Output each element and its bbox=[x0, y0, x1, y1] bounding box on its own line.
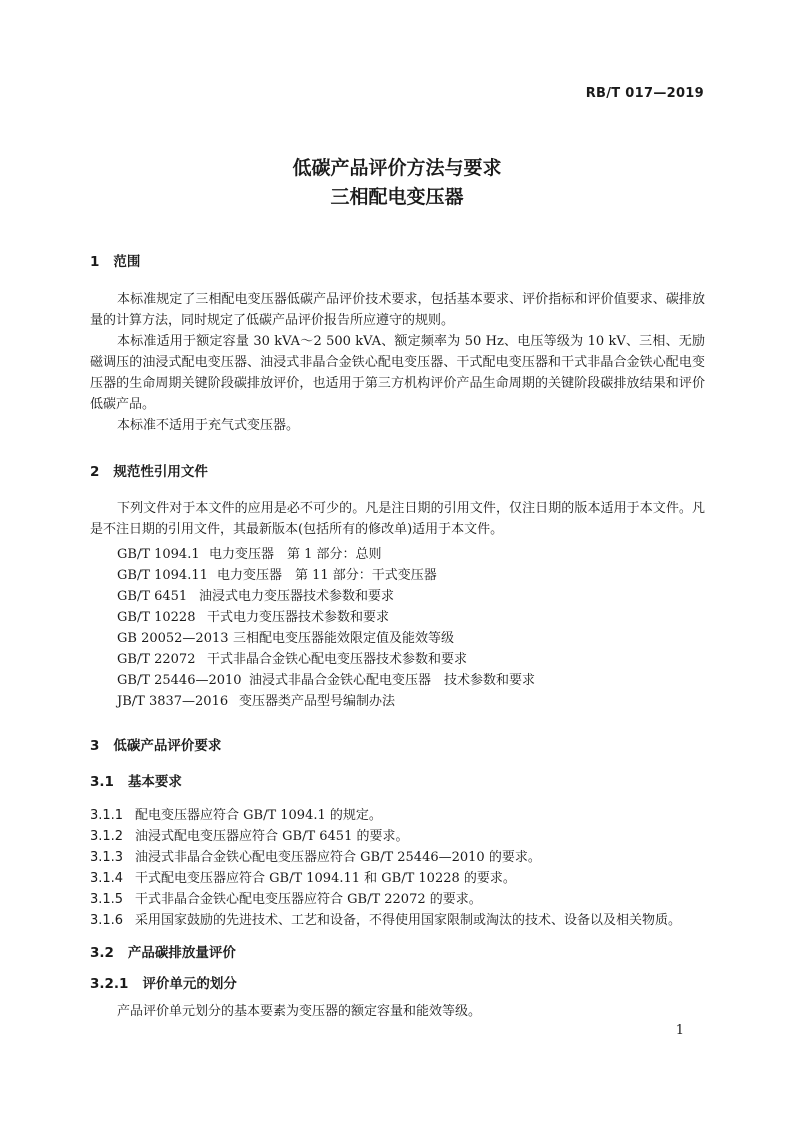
page-number: 1 bbox=[675, 1023, 684, 1038]
clause-item bbox=[90, 909, 681, 928]
doc-title-line1: 低碳产品评价方法与要求 bbox=[292, 157, 502, 179]
reference-code: GB/T 22072 bbox=[117, 652, 196, 667]
standard-code: RB/T 017—2019 bbox=[585, 86, 704, 101]
reference-title: 干式非晶合金铁心配电变压器技术参数和要求 bbox=[207, 652, 468, 667]
section-1-paragraph-2: 本标准适用于额定容量 30 kVA～2 500 kVA、额定频率为 50 Hz、电压等级为 10 kV、三相、无励磁调压的油浸式配电变压器、油浸式非晶合金铁心配电变压器、干式配电变压器和干式非晶合金铁心配电变压器的生命周期关键阶段碳排放评价，也适用于第三方机构评价产品生命周期的关键阶段碳排放结果和评价低碳产品。 bbox=[90, 334, 705, 412]
doc-title-line2: 三相配电变压器 bbox=[330, 186, 464, 208]
section-title: 规范性引用文件 bbox=[113, 464, 208, 480]
section-3-heading bbox=[90, 734, 221, 754]
reference-code: GB/T 6451 bbox=[117, 589, 188, 604]
section-number: 3.1 bbox=[90, 774, 114, 790]
section-title: 低碳产品评价要求 bbox=[113, 738, 222, 754]
clause-number: 3.1.2 bbox=[90, 829, 124, 844]
clause-number: 3.1.1 bbox=[90, 808, 124, 823]
reference-item bbox=[117, 585, 394, 604]
clause-text: 配电变压器应符合 GB/T 1094.1 的规定。 bbox=[135, 808, 382, 823]
section-1-paragraph-1: 本标准规定了三相配电变压器低碳产品评价技术要求，包括基本要求、评价指标和评价值要求、碳排放量的计算方法，同时规定了低碳产品评价报告所应遵守的规则。 bbox=[90, 292, 705, 328]
reference-item bbox=[117, 543, 382, 562]
section-2-paragraph-1: 下列文件对于本文件的应用是必不可少的。凡是注日期的引用文件，仅注日期的版本适用于本文件。凡是不注日期的引用文件，其最新版本(包括所有的修改单)适用于本文件。 bbox=[90, 501, 705, 537]
clause-item bbox=[90, 846, 541, 865]
clause-number: 3.1.4 bbox=[90, 871, 124, 886]
clause-item bbox=[90, 825, 408, 844]
reference-item bbox=[117, 606, 389, 625]
clause-text: 干式非晶合金铁心配电变压器应符合 GB/T 22072 的要求。 bbox=[135, 892, 482, 907]
reference-item bbox=[117, 669, 535, 688]
reference-title: 变压器类产品型号编制办法 bbox=[239, 694, 396, 709]
section-2-heading bbox=[90, 460, 208, 480]
section-title: 基本要求 bbox=[127, 774, 182, 790]
section-number: 3.2 bbox=[90, 945, 114, 961]
clause-text: 干式配电变压器应符合 GB/T 1094.11 和 GB/T 10228 的要求。 bbox=[135, 871, 516, 886]
section-3-2-1-paragraph-1: 产品评价单元划分的基本要素为变压器的额定容量和能效等级。 bbox=[117, 1004, 482, 1019]
reference-code: GB/T 1094.11 bbox=[117, 568, 208, 583]
clause-text: 采用国家鼓励的先进技术、工艺和设备，不得使用国家限制或淘汰的技术、设备以及相关物质。 bbox=[135, 913, 682, 928]
section-3-2-heading bbox=[90, 941, 236, 961]
section-number: 2 bbox=[90, 464, 100, 480]
section-1-paragraph-3: 本标准不适用于充气式变压器。 bbox=[117, 418, 300, 433]
section-title: 产品碳排放量评价 bbox=[127, 945, 236, 961]
section-3-2-1-heading bbox=[90, 972, 237, 992]
section-number: 1 bbox=[90, 254, 100, 270]
section-title: 范围 bbox=[113, 254, 141, 270]
clause-item bbox=[90, 888, 482, 907]
section-title: 评价单元的划分 bbox=[142, 976, 237, 992]
reference-item bbox=[117, 648, 467, 667]
section-number: 3 bbox=[90, 738, 100, 754]
reference-item bbox=[117, 690, 395, 709]
reference-code: GB 20052—2013 bbox=[117, 631, 229, 646]
reference-title: 电力变压器 第 11 部分：干式变压器 bbox=[217, 568, 437, 583]
reference-title: 油浸式非晶合金铁心配电变压器 技术参数和要求 bbox=[249, 673, 536, 688]
reference-title: 油浸式电力变压器技术参数和要求 bbox=[199, 589, 395, 604]
clause-number: 3.1.6 bbox=[90, 913, 124, 928]
clause-number: 3.1.3 bbox=[90, 850, 124, 865]
clause-text: 油浸式非晶合金铁心配电变压器应符合 GB/T 25446—2010 的要求。 bbox=[135, 850, 541, 865]
section-1-heading bbox=[90, 250, 140, 270]
clause-number: 3.1.5 bbox=[90, 892, 124, 907]
clause-item bbox=[90, 804, 382, 823]
reference-code: GB/T 25446—2010 bbox=[117, 673, 242, 688]
reference-code: GB/T 1094.1 bbox=[117, 547, 200, 562]
reference-title: 干式电力变压器技术参数和要求 bbox=[207, 610, 390, 625]
reference-code: JB/T 3837—2016 bbox=[117, 694, 229, 709]
section-3-1-heading bbox=[90, 770, 182, 790]
reference-code: GB/T 10228 bbox=[117, 610, 196, 625]
clause-text: 油浸式配电变压器应符合 GB/T 6451 的要求。 bbox=[135, 829, 409, 844]
section-number: 3.2.1 bbox=[90, 976, 129, 992]
reference-item bbox=[117, 564, 437, 583]
reference-item bbox=[117, 627, 454, 646]
reference-title: 电力变压器 第 1 部分：总则 bbox=[209, 547, 382, 562]
reference-title: 三相配电变压器能效限定值及能效等级 bbox=[233, 631, 455, 646]
clause-item bbox=[90, 867, 516, 886]
